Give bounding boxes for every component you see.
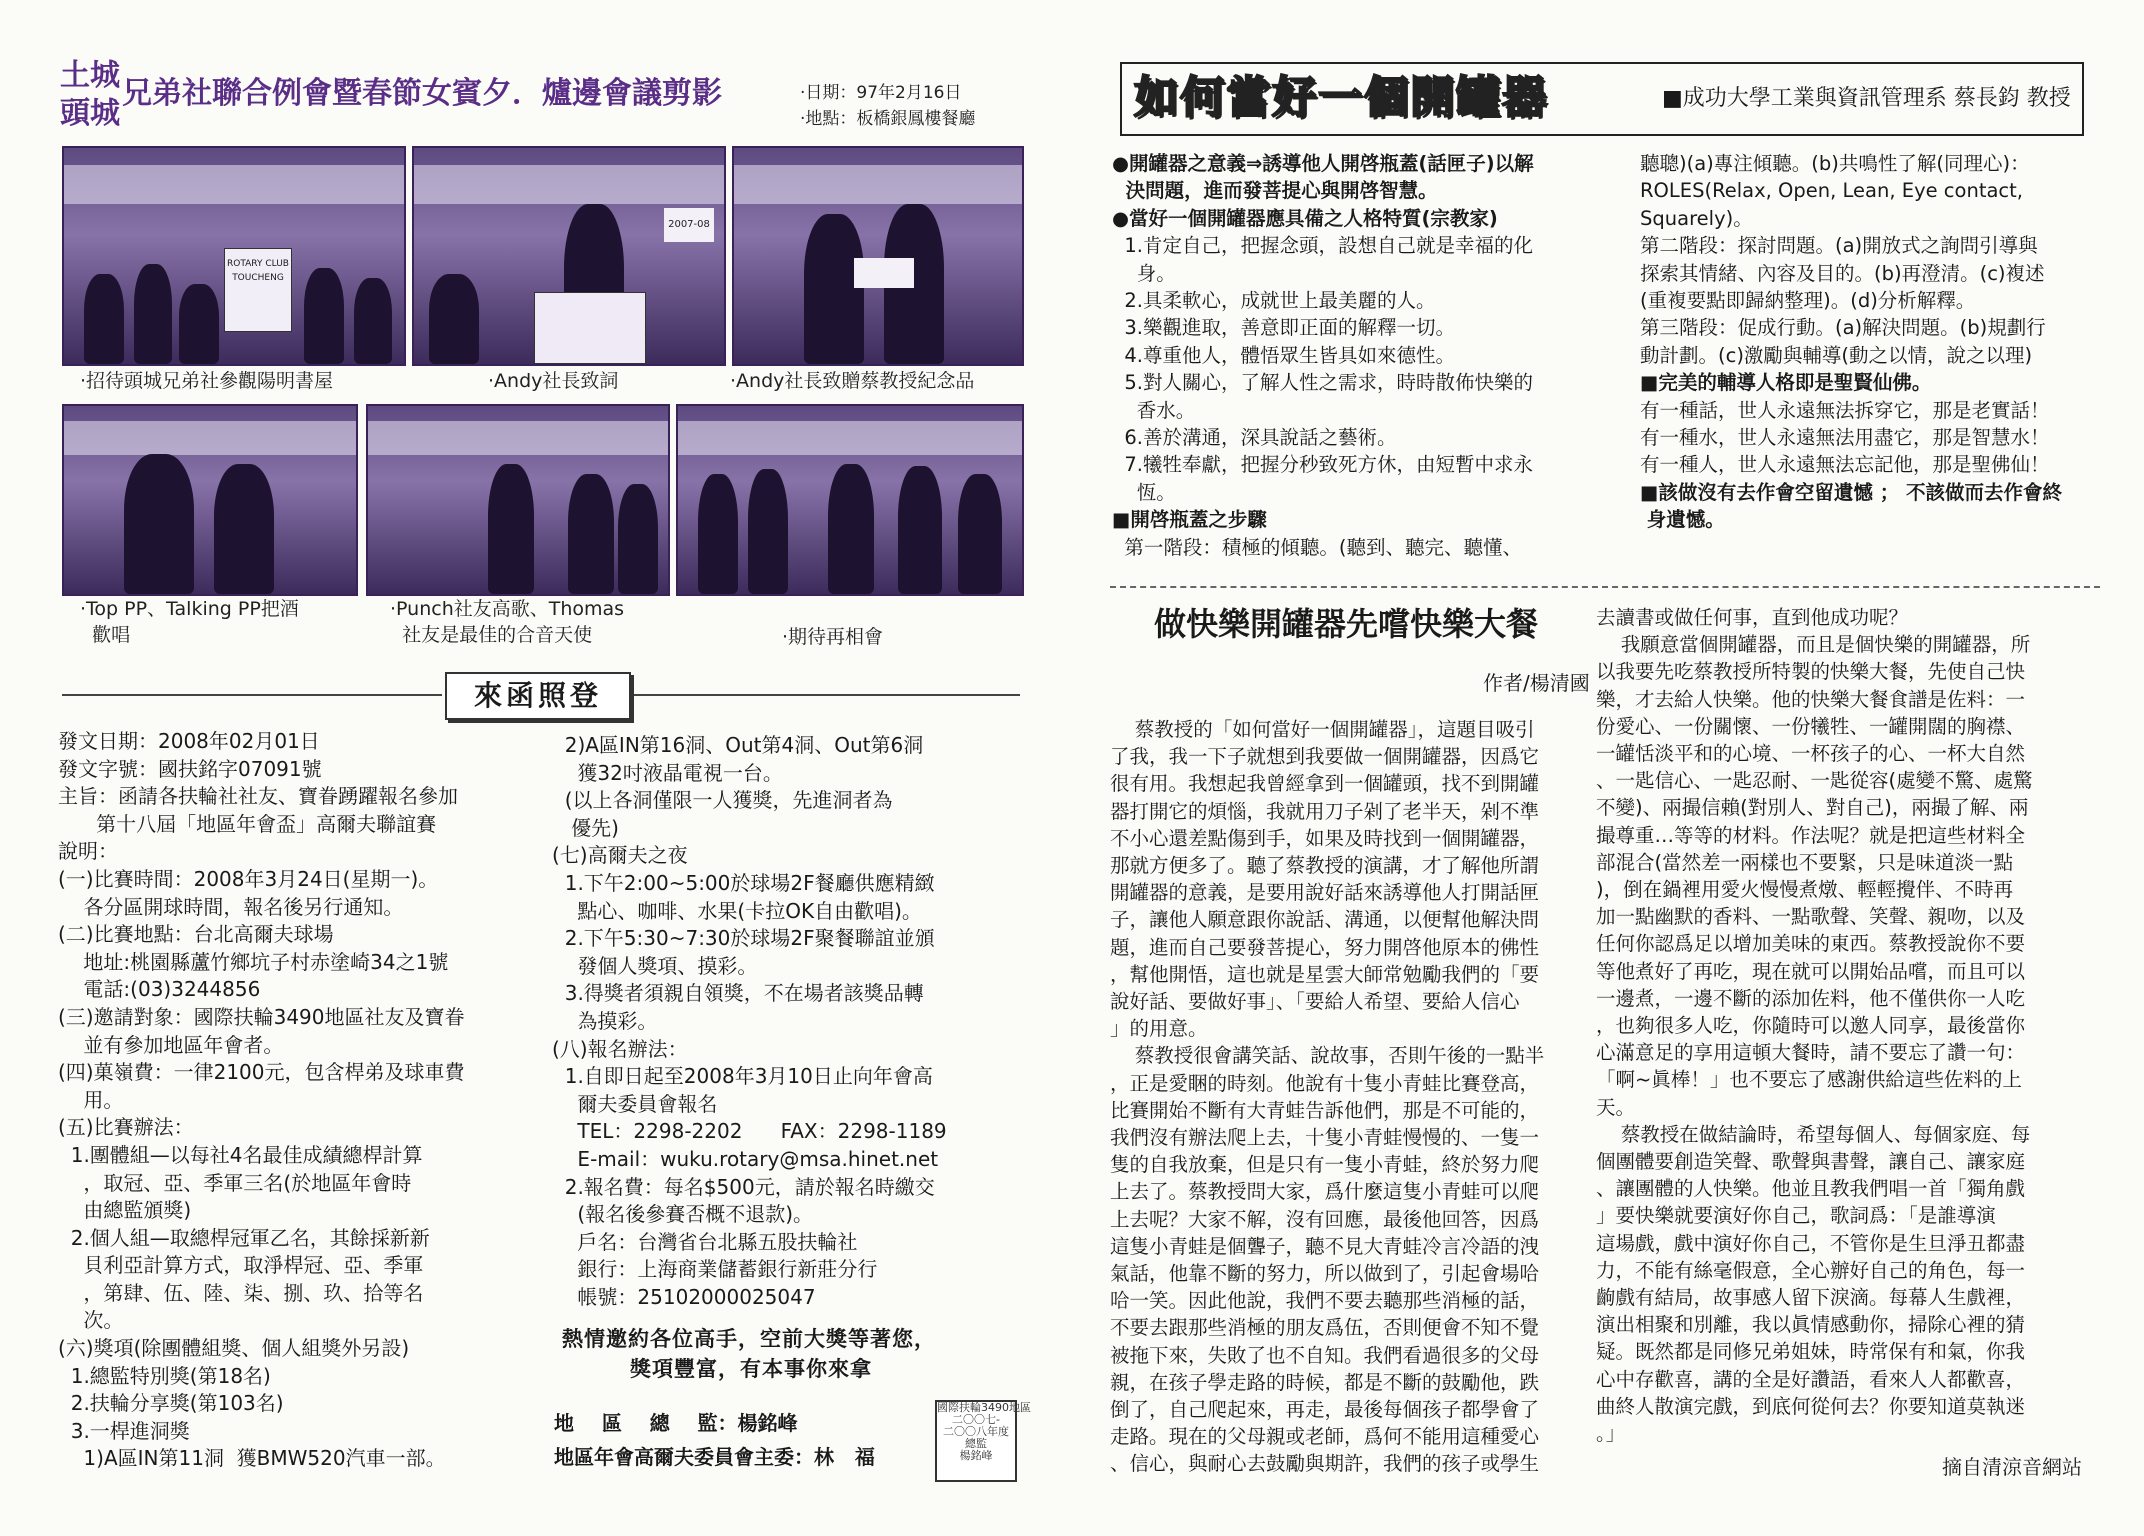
text-line: (五)比賽辦法： [58,1115,194,1140]
text-line: 、讓團體的人快樂。他並且教我們唱一首「獨角戲 [1596,1177,2026,1201]
text-line: 爾夫委員會報名 [552,1091,718,1116]
text-line: 一罐恬淡平和的心境、一杯孩子的心、一杯大自然 [1596,742,2026,766]
text-line: 這隻小青蛙是個聾子，聽不見大青蛙冷言冷語的洩 [1110,1234,1540,1258]
text-line: 2.個人組—取總桿冠軍乙名，其餘採新新 [58,1225,430,1250]
text-line: (以上各洞僅限一人獲獎，先進洞者為 [552,788,893,813]
text-line: 帳號：25102000025047 [552,1284,816,1309]
caption-punch-thomas: ‧Punch社友高歌、Thomas 社友是最佳的合音天使 [390,598,625,646]
text-line: 1.自即日起至2008年3月10日止向年會高 [552,1064,933,1089]
text-line: 2.報名費：每名$500元，請於報名時繳交 [552,1174,935,1199]
text-line: 部混合(當然差一兩樣也不要緊，只是味道淡一點 [1596,850,2014,874]
text-line: ●開罐器之意義⇒誘導他人開啓瓶蓋(話匣子)以解 [1112,152,1534,175]
text-line: 演出相聚和別離，我以眞情感動你，掃除心裡的猜 [1596,1313,2026,1337]
text-line: 不小心還差點傷到手，如果及時找到一個開罐器， [1110,826,1540,850]
text-line: 「啊~眞棒！」也不要忘了感謝供給這些佐料的上 [1596,1068,2022,1092]
photo-report-title [60,58,760,138]
invitation-line-2: 獎項豐富，有本事你來拿 [630,1357,872,1381]
title-main: 兄弟社聯合例會暨春節女賓夕．爐邊會議剪影 [122,76,722,111]
text-line: 疑。既然都是同修兄弟姐妹，時常保有和氣，你我 [1596,1340,2026,1364]
text-line: 銀行：上海商業儲蓄銀行新莊分行 [552,1257,878,1282]
text-line: 有一種人，世人永遠無法忘記他，那是聖佛仙！ [1640,453,2050,477]
text-line: 戶名：台灣省台北縣五股扶輪社 [552,1229,858,1254]
text-line: 上去呢？大家不解，沒有回應，最後他回答，因爲 [1110,1207,1540,1231]
text-line: 、一匙信心、一匙忍耐、一匙從容(處變不驚、處驚 [1596,769,2033,793]
text-line: 次。 [58,1308,124,1333]
article2-title: 做快樂開罐器先嚐快樂大餐 [1154,605,1539,643]
title-club-tucheng: 土城 [60,58,120,93]
article2-column-2 [1596,604,2033,1447]
text-line: 、信心，與耐心去鼓勵與期許，我們的孩子或學生 [1110,1452,1540,1476]
signer-governor: 地 區 總 監：楊銘峰 [554,1411,798,1435]
text-line: 1.總監特別獎(第18名) [58,1363,271,1388]
text-line: 開罐器的意義，是要用說好話來誘導他人打開話匣 [1110,881,1540,905]
caption-see-you-again: ‧期待再相會 [782,626,884,648]
text-line: 優先) [552,815,619,840]
photo-andy-speech [412,146,726,366]
text-line: 」的用意。 [1110,1017,1208,1041]
divider-right [632,694,1020,696]
caption-andy-gift: ‧Andy社長致贈蔡教授紀念品 [730,370,975,392]
photo-year-sign: 2007-08 [664,208,714,242]
text-line: 各分區開球時間，報名後另行通知。 [58,894,404,919]
text-line: Squarely)。 [1640,206,1753,230]
text-line: 」要快樂就要演好你自己，歌詞爲：「是誰導演 [1596,1204,1996,1228]
text-line: 撮尊重…等等的材料。作法呢？就是把這些材料全 [1596,823,2026,847]
text-line: 發個人獎項、摸彩。 [552,953,758,978]
event-place: ‧地點：板橋銀鳳樓餐廳 [800,109,976,129]
text-line: 比賽開始不斷有大青蛙告訴他們，那是不可能的， [1110,1098,1540,1122]
banner-text-toucheng: TOUCHENG [232,273,284,283]
text-line: 探索其情緒、內容及目的。(b)再澄清。(c)複述 [1640,261,2045,285]
text-line: 身。 [1112,261,1176,285]
photo-yangming-visit [62,146,406,366]
text-line: 3.一桿進洞獎 [58,1418,190,1443]
text-line: 聽聰)(a)專注傾聽。(b)共鳴性了解(同理心)： [1640,152,2030,175]
text-line: 發文字號：國扶銘字07091號 [58,756,322,781]
text-line: 任何你認爲足以增加美味的東西。蔡教授說你不要 [1596,932,2026,956]
invitation-line-1: 熱情邀約各位高手，空前大獎等著您， [562,1327,936,1351]
text-line: 心滿意足的享用這頓大餐時，請不要忘了讚一句： [1596,1041,2026,1065]
text-line: 蔡教授在做結論時，希望每個人、每個家庭、每 [1596,1122,2031,1146]
article2-source: 摘自清涼音網站 [1942,1455,2082,1479]
text-line: ■完美的輔導人格即是聖賢仙佛。 [1640,371,1932,395]
text-line: 由總監頒獎) [58,1198,192,1223]
text-line: 為摸彩。 [552,1008,658,1033]
left-page [0,0,1060,1536]
text-line: 份愛心、一份關懷、一份犧牲、一罐開闊的胸襟、 [1596,714,2026,738]
text-line: 獲32吋液晶電視一台。 [552,760,783,785]
letter-column-1 [58,728,465,1473]
text-line: 蔡教授很會講笑話、說故事，否則午後的一點半 [1110,1044,1545,1068]
text-line: (四)菓嶺費：一律2100元，包含桿弟及球車費 [58,1060,465,1085]
text-line: TEL：2298-2202 FAX：2298-1189 [552,1119,947,1144]
text-line: 等他煮好了再吃，現在就可以開始品嚐，而且可以 [1596,959,2026,983]
text-line: ，取冠、亞、季軍三名(於地區年會時 [58,1170,412,1195]
text-line: 親，在孩子學走路的時候，都是不斷的鼓勵他，跌 [1110,1370,1540,1394]
text-line: 1.團體組—以每社4名最佳成績總桿計算 [58,1142,423,1167]
text-line: 香水。 [1112,398,1196,422]
caption-andy-speech: ‧Andy社長致詞 [488,370,619,392]
text-line: 說好話、要做好事」、「要給人希望、要給人信心 [1110,990,1520,1014]
text-line: 1)A區IN第11洞 獲BMW520汽車一部。 [58,1446,446,1471]
divider-left [62,694,442,696]
caption-toast-singing: ‧Top PP、Talking PP把酒 歡唱 [80,598,299,646]
text-line: 1.肯定自己，把握念頭，設想自己就是幸福的化 [1112,234,1534,258]
text-line: 有一種話，世人永遠無法拆穿它，那是老實話！ [1640,398,2050,422]
text-line: 很有用。我想起我曾經拿到一個罐頭，找不到開罐 [1110,772,1540,796]
article1-column-2 [1640,150,2062,534]
text-line: ，幫他開悟，這也就是星雲大師常勉勵我們的「要 [1110,962,1540,986]
text-line: 並有參加地區年會者。 [58,1032,284,1057]
letter-column-2 [552,732,947,1311]
text-line: ■該做沒有去作會空留遺憾 ； 不該做而去作會終 [1640,480,2063,504]
text-line: 電話:(03)3244856 [58,977,261,1002]
text-line: 4.尊重他人，體悟眾生皆具如來德性。 [1112,343,1456,367]
photo-see-you-again [676,404,1024,596]
text-line: 第三階段：促成行動。(a)解決問題。(b)規劃行 [1640,316,2046,340]
text-line: 心中存歡喜，講的全是好讚語，看來人人都歡喜， [1596,1367,2026,1391]
text-line: 我們沒有辦法爬上去，十隻小青蛙慢慢的、一隻一 [1110,1126,1540,1150]
text-line: )，倒在鍋裡用愛火慢慢煮燉、輕輕攪伴、不時再 [1596,878,2014,902]
text-line: 加一點幽默的香料、一點歌聲、笑聲、親吻，以及 [1596,905,2026,929]
text-line: 不變)、兩撮信賴(對別人、對自己)，兩撮了解、兩 [1596,796,2029,820]
section-divider [1110,586,2100,588]
text-line: (報名後參賽否概不退款)。 [552,1202,814,1227]
text-line: (八)報名辦法： [552,1036,688,1061]
text-line: 個團體要創造笑聲、歌聲與書聲，讓自己、讓家庭 [1596,1150,2026,1174]
text-line: 樂，才去給人快樂。他的快樂大餐食譜是佐料：一 [1596,687,2026,711]
article-title-box [1120,62,2084,136]
text-line: 。」 [1596,1422,1626,1446]
text-line: 器打開它的煩惱，我就用刀子剁了老半天，剁不準 [1110,799,1540,823]
article2-column-1 [1110,716,1544,1478]
text-line: ，也夠很多人吃，你隨時可以邀人同享，最後當你 [1596,1014,2026,1038]
article-title: 如何當好一個開罐器 [1134,72,1548,123]
text-line: (七)高爾夫之夜 [552,843,688,868]
right-page [1080,0,2144,1536]
text-line: 去讀書或做任何事，直到他成功呢？ [1596,606,1909,629]
text-line: 1.下午2:00~5:00於球場2F餐廳供應精緻 [552,870,935,895]
text-line: 主旨：函請各扶輪社社友、寶眷踴躍報名參加 [58,784,458,809]
text-line: 這場戲，戲中演好你自己，不管你是生旦淨丑都盡 [1596,1231,2026,1255]
article2-author: 作者/楊清國 [1483,671,1590,695]
text-line: 曲終人散演完戲，到底何從何去？你要知道莫執迷 [1596,1394,2026,1418]
article1-column-1 [1112,150,1534,561]
text-line: 2.下午5:30~7:30於球場2F聚餐聯誼並頒 [552,926,935,951]
text-line: 決問題，進而發菩提心與開啓智慧。 [1112,179,1438,203]
text-line: (六)獎項(除團體組獎、個人組獎外另設) [58,1336,410,1361]
text-line: (三)邀請對象：國際扶輪3490地區社友及寶眷 [58,1004,465,1029]
text-line: 一邊煮，一邊不斷的添加佐料，他不僅供你一人吃 [1596,986,2026,1010]
text-line: 用。 [58,1087,124,1112]
text-line: 天。 [1596,1095,1636,1119]
text-line: 被拖下來，失敗了也不自知。我們看過很多的父母 [1110,1343,1540,1367]
text-line: 地址:桃園縣蘆竹鄉坑子村赤塗崎34之1號 [58,949,449,974]
text-line: 第十八屆「地區年會盃」高爾夫聯誼賽 [58,811,437,836]
letter-section-title: 來函照登 [445,672,631,720]
text-line: 3.樂觀進取，善意即正面的解釋一切。 [1112,316,1456,340]
text-line: ●當好一個開罐器應具備之人格特質(宗教家) [1112,206,1498,230]
text-line: 齣戲有結局，故事感人留下淚滴。每幕人生戲裡， [1596,1286,2026,1310]
text-line: 那就方便多了。聽了蔡教授的演講，才了解他所謂 [1110,854,1540,878]
text-line: 2)A區IN第16洞、Out第4洞、Out第6洞 [552,733,924,757]
text-line: 發文日期：2008年02月01日 [58,729,320,753]
text-line: 說明： [58,839,118,864]
official-seal: 國際扶輪3490地區 二〇〇七- 二〇〇八年度 總監 楊銘峰 [935,1400,1017,1482]
text-line: 子，讓他人願意跟你說話、溝通，以便幫他解決問 [1110,908,1540,932]
text-line: 第一階段：積極的傾聽。(聽到、聽完、聽懂、 [1112,535,1523,559]
text-line: 恆。 [1112,480,1176,504]
text-line: ，第肆、伍、陸、柒、捌、玖、拾等名 [58,1280,424,1305]
text-line: 我願意當個開罐器，而且是個快樂的開罐器，所 [1596,633,2031,657]
text-line: 點心、咖啡、水果(卡拉OK自由歡唱)。 [552,898,922,923]
caption-yangming: ‧招待頭城兄弟社參觀陽明書屋 [80,370,334,392]
text-line: (二)比賽地點：台北高爾夫球場 [58,922,334,947]
text-line: E-mail：wuku.rotary@msa.hinet.net [552,1146,939,1171]
text-line: 7.犧牲奉獻，把握分秒致死方休，由短暫中求永 [1112,453,1534,477]
text-line: 3.得獎者須親自領獎，不在場者該獎品轉 [552,981,924,1006]
text-line: 不要去跟那些消極的朋友爲伍，否則便會不知不覺 [1110,1316,1540,1340]
text-line: 2.扶輪分享獎(第103名) [58,1391,284,1416]
text-line: 6.善於溝通，深具說話之藝術。 [1112,426,1397,450]
text-line: (一)比賽時間：2008年3月24日(星期一)。 [58,866,439,891]
text-line: 第二階段：探討問題。(a)開放式之詢問引導與 [1640,234,2038,258]
text-line: 蔡教授的「如何當好一個開罐器」，這題目吸引 [1110,718,1535,741]
rotary-banner [224,248,292,332]
text-line: 走路。現在的父母親或老師，爲何不能用這種愛心 [1110,1425,1540,1449]
text-line: 動計劃。(c)激勵與輔導(動之以情，說之以理) [1640,343,2033,367]
text-line: 題，進而自己要發菩提心，努力開啓他原本的佛性 [1110,935,1540,959]
text-line: 2.具柔軟心，成就世上最美麗的人。 [1112,289,1436,313]
text-line: 身遺憾。 [1640,508,1725,532]
text-line: 力，不能有絲毫假意，全心辦好自己的角色，每一 [1596,1258,2026,1282]
photo-punch-thomas [366,404,670,596]
photo-andy-gift [732,146,1024,366]
event-date: ‧日期：97年2月16日 [800,83,962,103]
text-line: (重複要點即歸納整理)。(d)分析解釋。 [1640,289,1976,313]
banner-text-rotary: ROTARY CLUB [227,259,289,269]
text-line: 哈一笑。因此他說，我們不要去聽那些消極的話， [1110,1289,1540,1313]
signer-golf-chair: 地區年會高爾夫委員會主委：林 福 [554,1445,875,1469]
text-line: ROLES(Relax, Open, Lean, Eye contact, [1640,179,2023,203]
text-line: 貝利亞計算方式，取淨桿冠、亞、季軍 [58,1253,424,1278]
text-line: 隻的自我放棄，但是只有一隻小青蛙，終於努力爬 [1110,1153,1540,1177]
text-line: 了我，我一下子就想到我要做一個開罐器，因爲它 [1110,745,1540,769]
text-line: ，正是愛睏的時刻。他說有十隻小青蛙比賽登高， [1110,1071,1540,1095]
text-line: 有一種水，世人永遠無法用盡它，那是智慧水！ [1640,426,2050,450]
photo-toast-singing [62,404,358,596]
text-line: 倒了，自己爬起來，再走，最後每個孩子都學會了 [1110,1398,1540,1422]
text-line: 以我要先吃蔡教授所特製的快樂大餐，先使自己快 [1596,660,2026,684]
text-line: 5.對人關心，了解人性之需求，時時散佈快樂的 [1112,371,1534,395]
title-club-toucheng: 頭城 [60,96,120,131]
text-line: ■開啓瓶蓋之步驟 [1112,508,1267,532]
text-line: 上去了。蔡教授問大家，爲什麼這隻小青蛙可以爬 [1110,1180,1540,1204]
text-line: 氣話，他靠不斷的努力，所以做到了，引起會場哈 [1110,1262,1540,1286]
article-author: ■成功大學工業與資訊管理系 蔡長鈞 教授 [1662,86,2071,111]
